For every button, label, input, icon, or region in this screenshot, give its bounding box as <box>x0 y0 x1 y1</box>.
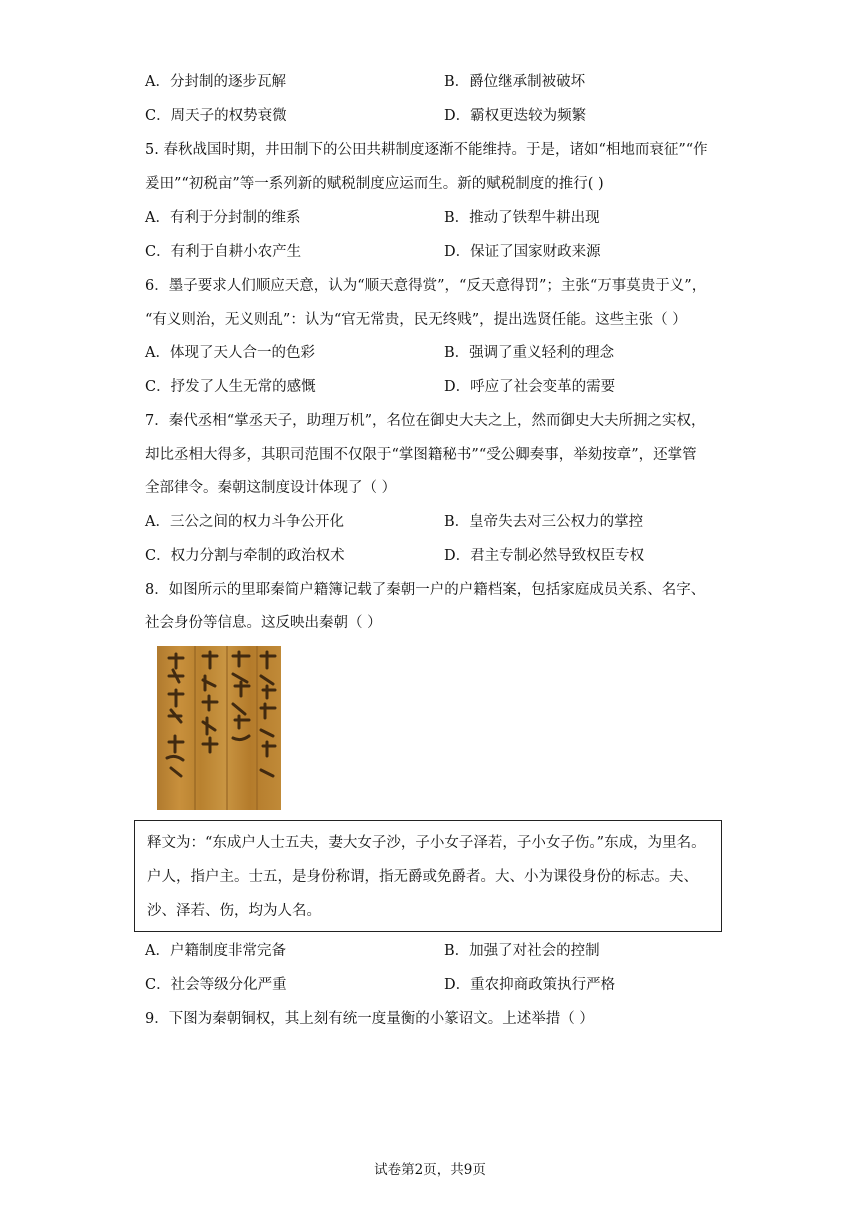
q5-stem-line1: 5. 春秋战国时期，井田制下的公田共耕制度逐渐不能维持。于是，诸如“相地而衰征”“作 <box>145 142 708 158</box>
q7-option-b: B．皇帝失去对三公权力的掌控 <box>444 514 644 530</box>
q6-option-d: D．呼应了社会变革的需要 <box>444 379 616 395</box>
q5-option-d: D．保证了国家财政来源 <box>444 244 601 260</box>
q7-option-a: A．三公之间的权力斗争公开化 <box>145 514 344 530</box>
q6-option-c: C．抒发了人生无常的感慨 <box>145 379 316 395</box>
q8-option-c: C．社会等级分化严重 <box>145 977 287 993</box>
q8-annotation-line1: 释文为：“东成户人士五夫，妻大女子沙，子小女子泽若，子小女子伤。”东成，为里名。 <box>147 835 706 851</box>
q8-option-d: D．重农抑商政策执行严格 <box>444 977 616 993</box>
q5-stem-line2: 爰田”“初税亩”等一系列新的赋税制度应运而生。新的赋税制度的推行( ) <box>145 176 604 192</box>
q7-option-d: D．君主专制必然导致权臣专权 <box>444 548 645 564</box>
q6-stem-line1: 6．墨子要求人们顺应天意，认为“顺天意得赏”，“反天意得罚”；主张“万事莫贵于义”， <box>145 278 707 294</box>
q8-option-b: B．加强了对社会的控制 <box>444 943 600 959</box>
q8-annotation-box <box>134 820 722 932</box>
q5-option-b: B．推动了铁犁牛耕出现 <box>444 210 600 226</box>
qin-bamboo-slip-image <box>157 646 281 810</box>
q5-option-a: A．有利于分封制的维系 <box>145 210 301 226</box>
q6-stem-line2: “有义则治，无义则乱”：认为“官无常贵，民无终贱”，提出选贤任能。这些主张（ ） <box>145 312 687 328</box>
q8-annotation-line3: 沙、泽若、伤，均为人名。 <box>147 903 321 919</box>
q7-option-c: C．权力分割与牵制的政治权术 <box>145 548 345 564</box>
q5-option-c: C．有利于自耕小农产生 <box>145 244 302 260</box>
q8-option-a: A．户籍制度非常完备 <box>145 943 286 959</box>
q4-option-d: D．霸权更迭较为频繁 <box>444 108 587 124</box>
q7-stem-line2: 却比丞相大得多，其职司范围不仅限于“掌图籍秘书”“受公卿奏事，举劾按章”，还掌管 <box>145 447 697 463</box>
q4-option-a: A．分封制的逐步瓦解 <box>145 74 286 90</box>
q9-stem-line1: 9．下图为秦朝铜权，其上刻有统一度量衡的小篆诏文。上述举措（ ） <box>145 1011 594 1027</box>
q6-option-a: A．体现了天人合一的色彩 <box>145 345 315 361</box>
q6-option-b: B．强调了重义轻利的理念 <box>444 345 615 361</box>
q8-stem-line2: 社会身份等信息。这反映出秦朝（ ） <box>145 615 382 631</box>
q8-annotation-line2: 户人，指户主。士五，是身份称谓，指无爵或免爵者。大、小为课役身份的标志。夫、 <box>147 869 698 885</box>
page-footer: 试卷第2页，共9页 <box>374 1162 486 1178</box>
q7-stem-line1: 7．秦代丞相“掌丞天子，助理万机”，名位在御史大夫之上，然而御史大夫所拥之实权， <box>145 413 706 429</box>
q4-option-b: B．爵位继承制被破坏 <box>444 74 586 90</box>
q4-option-c: C．周天子的权势衰微 <box>145 108 287 124</box>
q7-stem-line3: 全部律令。秦朝这制度设计体现了（ ） <box>145 480 397 496</box>
q8-stem-line1: 8．如图所示的里耶秦简户籍簿记载了秦朝一户的户籍档案，包括家庭成员关系、名字、 <box>145 582 706 598</box>
